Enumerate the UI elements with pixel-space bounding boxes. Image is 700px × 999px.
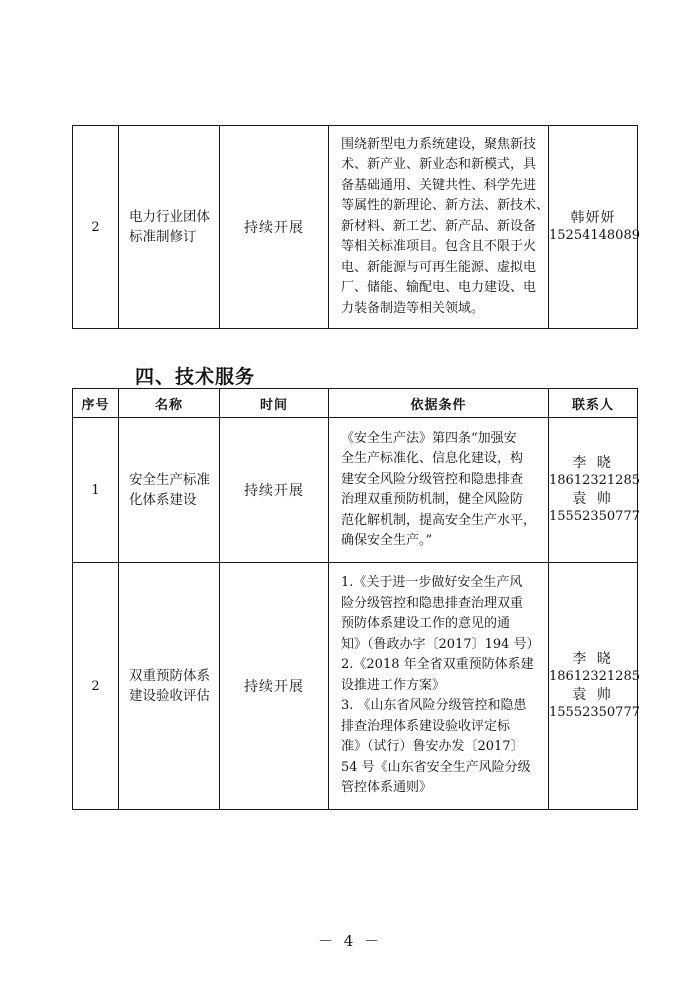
item-contact (549, 418, 638, 563)
contact-phone: 15552350777 (549, 509, 640, 524)
contact-phone: 18612321285 (549, 473, 640, 488)
contact-name: 李 晓 (572, 455, 614, 471)
item-time: 持续开展 (220, 418, 329, 563)
header-time: 时间 (220, 389, 329, 418)
item-basis: 围绕新型电力系统建设，聚焦新技 术、新产业、新业态和新模式，具 备基础通用、关键共性、科学先进 等属性的新理论、新方法、新技术、 新材料、新工艺、新产品、新设备 等相关标准项目。包含且不限于火 电、新能源与可再生能源、虚拟电 厂、储能、输配电、电力建设、电 力装备制造等相关领域。 (329, 126, 549, 329)
item-basis: 1.《关于进一步做好安全生产风 险分级管控和隐患排查治理双重 预防体系建设工作的意见的通 知》（鲁政办字〔2017〕194 号） 2.《2018 年全省双重预防体系建 设推进工作方案》 3. 《山东省风险分级管控和隐患 排查治理体系建设验收评定标 准》（试行）鲁安办发〔2017〕 54 号《山东省安全生产风险分级 管控体系通则》 (329, 563, 549, 810)
header-basis: 依据条件 (329, 389, 549, 418)
row-number: 2 (73, 126, 119, 329)
table-row (73, 563, 638, 810)
contact-name: 袁 帅 (572, 491, 614, 507)
contact-name: 袁 帅 (572, 687, 614, 703)
row-number: 2 (73, 563, 119, 810)
item-basis: 《安全生产法》第四条“加强安 全生产标准化、信息化建设，构 建安全风险分级管控和隐患排查 治理双重预防机制，健全风险防 范化解机制，提高安全生产水平， 确保安全生产。” (329, 418, 549, 563)
contact-phone: 15254148089 (549, 228, 640, 243)
table-header-row (73, 389, 638, 418)
contact-name: 韩妍妍 (570, 210, 616, 226)
table-row (73, 126, 638, 329)
row-number: 1 (73, 418, 119, 563)
item-time: 持续开展 (220, 563, 329, 810)
item-time: 持续开展 (220, 126, 329, 329)
item-name: 电力行业团体 标准制修订 (119, 126, 220, 329)
item-contact (549, 563, 638, 810)
header-num: 序号 (73, 389, 119, 418)
header-name: 名称 (119, 389, 220, 418)
item-name: 安全生产标准 化体系建设 (119, 418, 220, 563)
header-contact: 联系人 (549, 389, 638, 418)
page-number: － 4 － (317, 932, 383, 950)
section-heading: 四、技术服务 (135, 366, 256, 388)
item-name: 双重预防体系 建设验收评估 (119, 563, 220, 810)
contact-name: 李 晓 (572, 651, 614, 667)
contact-phone: 15552350777 (549, 705, 640, 720)
service-table (72, 388, 638, 810)
table-row (73, 418, 638, 563)
standards-table (72, 125, 638, 329)
contact-phone: 18612321285 (549, 669, 640, 684)
item-contact (549, 126, 638, 329)
